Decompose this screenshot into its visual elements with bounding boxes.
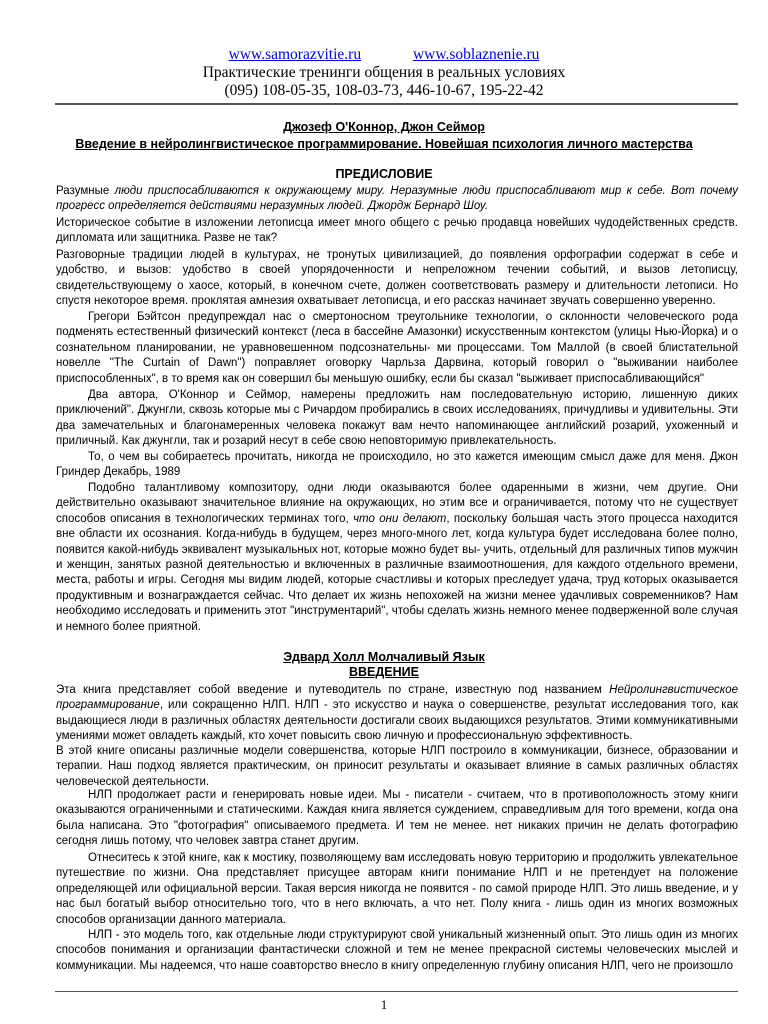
soblaznenie-link[interactable]: www.soblaznenie.ru bbox=[412, 46, 540, 63]
intro-author-line: Эдвард Холл Молчаливый Язык bbox=[283, 650, 485, 664]
intro-paragraph: В этой книге описаны различные модели совершенства, которые НЛП построило в коммуникации, бизнесе, образовании и терапии. Наш подход является практическим, он приносит результаты и оказывает влияние в самых различных областях человеческой деятельности. bbox=[56, 745, 738, 788]
preface-epigraph: Разумные люди приспосабливаются к окружающему миру. Неразумные люди приспосабливают мир к себе. Вот почему прогресс определяется действиями неразумных людей. Джордж Бернард Шоу. bbox=[56, 185, 738, 213]
preface-paragraph: Подобно талантливому композитору, одни люди оказываются более одаренными в жизни, чем другие. Они действительно оказывают значительное влияние на окружающих, но этим все и ограничивается, потому что не существует способов описания в технологических терминах того, что они делают, поскольку большая часть этого процесса находится вне области их осознания. Когда-нибудь в будущем, через много-много лет, когда культура будет исследована более полно, появится какой-нибудь эквивалент музыкальных нот, которые можно будет вы- учить, отдельный для различных типов мужчин и женщин, занятых разной деятельностью и включенных в различные взаимоотношения, для каждого отдельного времени, места, работы и игры. Сегодня мы видим людей, которые счастливы и которых преследует удача, труд которых оказывается продуктивным и вознаграждается сейчас. Что делает их жизнь непохожей на жизни менее удачливых современников? Нам необходимо исследовать и применить этот "инструментарий", чтобы сделать жизнь немного менее подверженной воле случая и немного более приятной. bbox=[56, 482, 738, 633]
preface-paragraph: Два автора, О'Коннор и Сеймор, намерены предложить нам последовательную историю, лишенную диких приключений". Джунгли, сквозь которые мы с Ричардом пробирались в своих исследованиях, причудливы и удивительны. Эти два замечательных и благонамеренных человека покажут вам нечто напоминающее английский розарий, ухоженный и приличный. Как джунгли, так и розарий несут в себе свою неповторимую привлекательность. bbox=[56, 389, 738, 448]
preface-heading: ПРЕДИСЛОВИЕ bbox=[335, 167, 433, 181]
preface-paragraph: Грегори Бэйтсон предупреждал нас о смертоносном треугольнике технологии, о склонности человеческого рода подменять естественный физический контекст (леса в бассейне Амазонки) искусственным контекстом (улицы Нью-Йорка) и о сознательном планировании, не уравновешенном подсознательны- ми процессами. Том Маллой (в своей блистательной новелле "The Curtain of Dawn") поправляет оговорку Чарльза Дарвина, который говорил о "выживании наиболее приспособленных", в то время как он совершил бы меньшую ошибку, если бы сказал "выживает приспосабливающийся" bbox=[56, 311, 738, 385]
samorazvitie-link[interactable]: www.samorazvitie.ru bbox=[228, 46, 362, 63]
header-divider bbox=[55, 103, 738, 105]
intro-heading: ВВЕДЕНИЕ bbox=[349, 665, 419, 679]
book-title: Введение в нейролингвистическое программирование. Новейшая психология личного мастерства bbox=[75, 137, 693, 151]
page-number: 1 bbox=[380, 997, 388, 1012]
book-authors: Джозеф О'Коннор, Джон Сеймор bbox=[283, 120, 485, 134]
preface-paragraph: Разговорные традиции людей в культурах, не тронутых цивилизацией, до появления орфографии содержат в себе и удобство, и вызов: удобство в своей упорядоченности и непреложном течении событий, и вызов летописцу, свидетельствующему о хаосе, который, в конечном счете, должен соответствовать размеру и длительности летописи. Но спустя некоторое время. проклятая амнезия охватывает летописца, и его рассказ начинает звучать совершенно уверенно. bbox=[56, 249, 738, 308]
intro-paragraph: НЛП продолжает расти и генерировать новые идеи. Мы - писатели - считаем, что в противоположность этому книги оказываются ограниченными и статическими. Каждая книга является суждением, справедливым для того времени, когда она была написана. Это "фотография" описываемого предмета. И тем не менее. нет никаких причин не делать фотографию сегодня лишь потому, что человек завтра станет другим. bbox=[56, 789, 738, 848]
footer-divider bbox=[55, 991, 738, 992]
preface-paragraph: Историческое событие в изложении летописца имеет много общего с речью продавца новейших чудодейственных средств. дипломата или защитника. Разве не так? bbox=[56, 217, 738, 245]
preface-paragraph: То, о чем вы собираетесь прочитать, никогда не происходило, но это кажется имеющим смысл даже для меня. Джон Гриндер Декабрь, 1989 bbox=[56, 451, 738, 479]
intro-paragraph: Эта книга представляет собой введение и путеводитель по стране, известную под названием Нейролингвистическое программирование, или сокращенно НЛП. НЛП - это искусство и наука о совершенстве, результат исследования того, как выдающиеся люди в различных областях деятельности достигали своих выдающихся результатов. Этими коммуникативными умениями может овладеть каждый, кто хочет повысить свою личную и профессиональную эффективность. bbox=[56, 684, 738, 743]
header-links bbox=[0, 46, 768, 64]
header-tagline: Практические тренинги общения в реальных условиях bbox=[202, 64, 566, 81]
intro-paragraph: Отнеситесь к этой книге, как к мостику, позволяющему вам исследовать новую территорию и продолжить увлекательное путешествие по жизни. Она представляет присущее авторам книги понимание НЛП и не претендует на положение определяющей или официальной версии. Такая версия никогда не появится - по самой природе НЛП. Это лишь введение, и у нас был богатый выбор относительно того, что в него включать, а что нет. Полу книга - лишь один из многих возможных способов организации данного материала. bbox=[56, 852, 738, 926]
intro-paragraph: НЛП - это модель того, как отдельные люди структурируют свой уникальный жизненный опыт. Это лишь один из многих способов понимания и организации фантастически сложной и тем не менее прекрасной системы человеческих мыслей и коммуникации. Мы надеемся, что наше соавторство внесло в книгу определенную глубину описания НЛП, чего не произошло bbox=[56, 929, 738, 972]
header-phones: (095) 108-05-35, 108-03-73, 446-10-67, 195-22-42 bbox=[224, 82, 544, 99]
